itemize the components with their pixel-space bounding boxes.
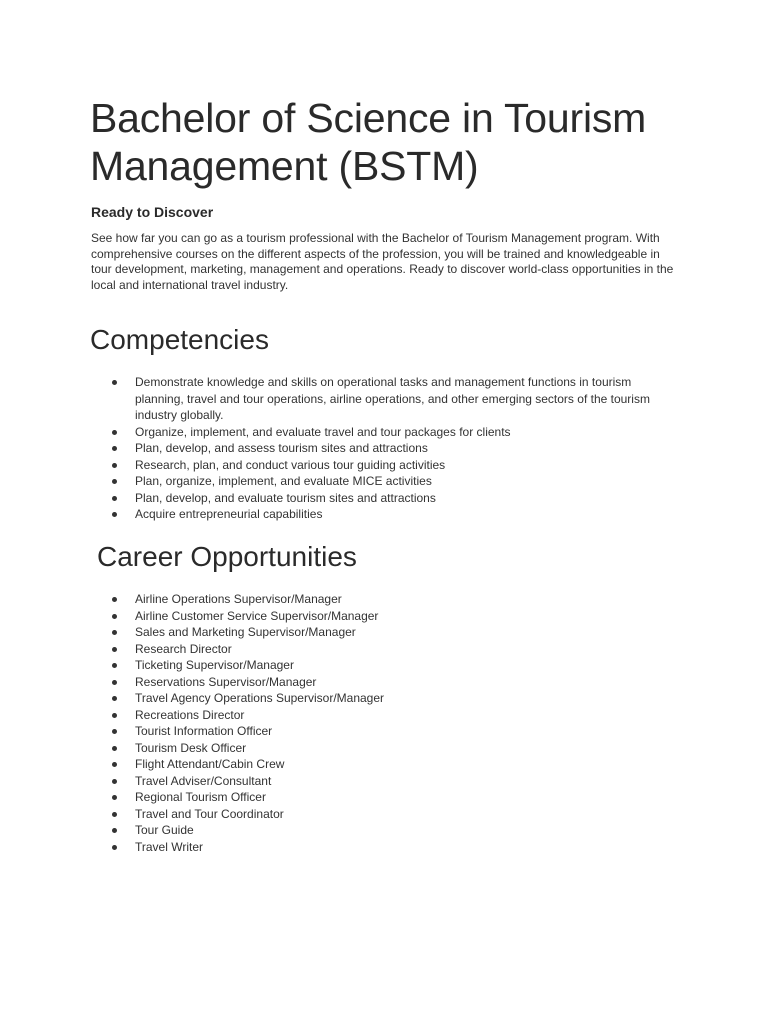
bullet-icon [112, 729, 117, 734]
bullet-icon [112, 380, 117, 385]
bullet-icon [112, 463, 117, 468]
list-item-text: Acquire entrepreneurial capabilities [135, 507, 323, 521]
bullet-icon [112, 663, 117, 668]
list-item [0, 506, 680, 523]
subtitle: Ready to Discover [91, 204, 214, 220]
bullet-icon [112, 762, 117, 767]
list-item [0, 424, 680, 441]
bullet-icon [112, 845, 117, 850]
career-opportunities-list [0, 591, 680, 855]
list-item [0, 440, 680, 457]
bullet-icon [112, 496, 117, 501]
list-item-text: Airline Customer Service Supervisor/Manager [135, 608, 379, 623]
list-item [0, 608, 680, 625]
list-item-text: Demonstrate knowledge and skills on operational tasks and management functions in tourism planning, travel and tour operations, airline operations, and other emerging sectors of the tourism industry globally. [135, 375, 650, 422]
bullet-icon [112, 779, 117, 784]
list-item-text: Regional Tourism Officer [135, 790, 266, 804]
bullet-icon [112, 430, 117, 435]
page-title: Bachelor of Science in Tourism Management (BSTM) [90, 95, 647, 189]
list-item [0, 674, 680, 691]
bullet-icon [112, 696, 117, 701]
bullet-icon [112, 512, 117, 517]
list-item [0, 839, 680, 856]
bullet-icon [112, 680, 117, 685]
list-item-text: Tourist Information Officer [135, 724, 273, 738]
list-item-text: Plan, develop, and evaluate tourism sites and attractions [135, 490, 436, 505]
list-item [0, 756, 680, 773]
bullet-icon [112, 597, 117, 602]
list-item-text: Travel Agency Operations Supervisor/Manager [135, 691, 385, 705]
list-item-text: Plan, organize, implement, and evaluate MICE activities [135, 474, 432, 488]
list-item-text: Travel Writer [135, 839, 204, 854]
list-item [0, 789, 680, 806]
bullet-icon [112, 812, 117, 817]
list-item-text: Travel Adviser/Consultant [135, 773, 272, 788]
bullet-icon [112, 795, 117, 800]
list-item-text: Airline Operations Supervisor/Manager [135, 592, 342, 606]
list-item [0, 707, 680, 724]
list-item [0, 641, 680, 658]
bullet-icon [112, 746, 117, 751]
bullet-icon [112, 713, 117, 718]
list-item [0, 822, 680, 839]
list-item [0, 723, 680, 740]
career-opportunities-heading: Career Opportunities [97, 541, 357, 572]
bullet-icon [112, 446, 117, 451]
list-item [0, 374, 680, 424]
list-item-text: Travel and Tour Coordinator [135, 806, 284, 821]
list-item [0, 773, 680, 790]
list-item [0, 457, 680, 474]
list-item-text: Organize, implement, and evaluate travel and tour packages for clients [135, 424, 511, 439]
bullet-icon [112, 828, 117, 833]
bullet-icon [112, 614, 117, 619]
list-item [0, 657, 680, 674]
list-item [0, 806, 680, 823]
list-item [0, 624, 680, 641]
list-item [0, 740, 680, 757]
list-item-text: Flight Attendant/Cabin Crew [135, 757, 285, 771]
competencies-list [0, 374, 680, 523]
list-item-text: Research, plan, and conduct various tour guiding activities [135, 457, 446, 472]
list-item [0, 591, 680, 608]
list-item-text: Research Director [135, 641, 232, 656]
bullet-icon [112, 647, 117, 652]
competencies-heading: Competencies [90, 324, 269, 355]
list-item-text: Recreations Director [135, 707, 245, 722]
list-item [0, 473, 680, 490]
list-item [0, 490, 680, 507]
list-item-text: Tourism Desk Officer [135, 740, 247, 755]
list-item-text: Sales and Marketing Supervisor/Manager [135, 625, 356, 639]
intro-paragraph: See how far you can go as a tourism professional with the Bachelor of Tourism Management program. With comprehensive courses on the different aspects of the profession, you will be trained and knowledgeable in tour development, marketing, management and operations. Ready to discover world-class opportunities in the local and international travel industry. [91, 231, 674, 292]
list-item-text: Plan, develop, and assess tourism sites and attractions [135, 441, 428, 455]
list-item-text: Ticketing Supervisor/Manager [135, 658, 294, 672]
bullet-icon [112, 479, 117, 484]
list-item-text: Tour Guide [135, 823, 194, 837]
list-item [0, 690, 680, 707]
bullet-icon [112, 630, 117, 635]
list-item-text: Reservations Supervisor/Manager [135, 674, 317, 689]
